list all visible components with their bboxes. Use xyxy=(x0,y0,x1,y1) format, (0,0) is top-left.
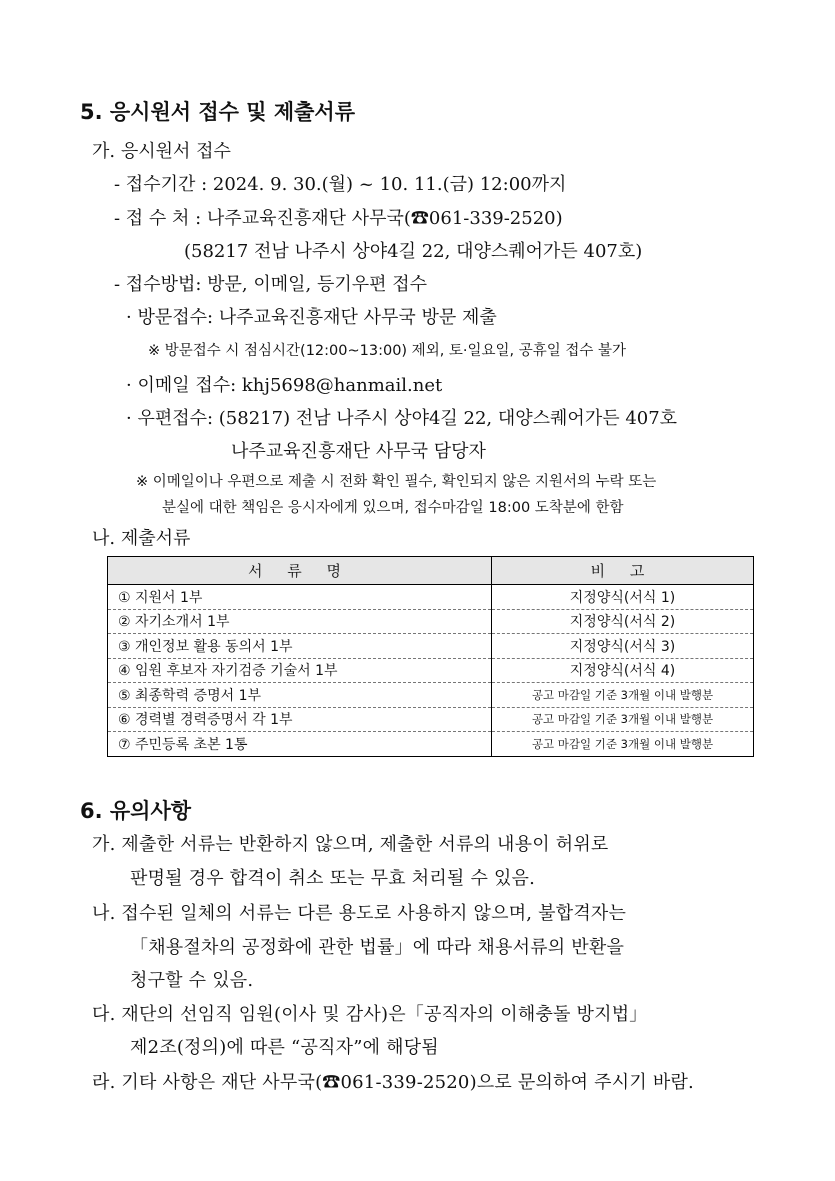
doc-name-cell: ⑤ 최종학력 증명서 1부 xyxy=(108,683,492,708)
caution-line-1: ※ 이메일이나 우편으로 제출 시 전화 확인 필수, 확인되지 않은 지원서의 누락 또는 xyxy=(136,474,657,490)
doc-name-cell: ⑦ 주민등록 초본 1통 xyxy=(108,732,492,757)
remark-cell: 지정양식(서식 4) xyxy=(492,658,754,683)
table-row xyxy=(108,609,754,634)
address-line: (58217 전남 나주시 상야4길 22, 대양스퀘어가든 407호) xyxy=(184,241,643,262)
table-row xyxy=(108,683,754,708)
table-row xyxy=(108,732,754,757)
visit-note: ※ 방문접수 시 점심시간(12:00~13:00) 제외, 토·일요일, 공휴일 접수 불가 xyxy=(148,343,627,359)
notice-b-line-3: 청구할 수 있음. xyxy=(130,970,254,991)
caution-line-2: 분실에 대한 책임은 응시자에게 있으며, 접수마감일 18:00 도착분에 한함 xyxy=(162,500,624,516)
remark-cell: 지정양식(서식 1) xyxy=(492,585,754,610)
notice-d-line-1: 라. 기타 사항은 재단 사무국(☎061-339-2520)으로 문의하여 주시기 바람. xyxy=(92,1072,694,1093)
section-6-title: 6. 유의사항 xyxy=(80,799,192,823)
notice-c-line-1: 다. 재단의 선임직 임원(이사 및 감사)은「공직자의 이해충돌 방지법」 xyxy=(92,1004,648,1025)
table-header-row xyxy=(108,557,754,585)
header-remarks: 비 고 xyxy=(492,557,754,585)
table-row xyxy=(108,707,754,732)
documents-table xyxy=(107,556,754,757)
subsection-a-title: 가. 응시원서 접수 xyxy=(92,141,231,162)
remark-cell: 지정양식(서식 3) xyxy=(492,634,754,659)
notice-b-line-1: 나. 접수된 일체의 서류는 다른 용도로 사용하지 않으며, 불합격자는 xyxy=(92,903,627,924)
remark-cell: 공고 마감일 기준 3개월 이내 발행분 xyxy=(492,683,754,708)
table-row xyxy=(108,585,754,610)
doc-name-cell: ⑥ 경력별 경력증명서 각 1부 xyxy=(108,707,492,732)
notice-c-line-2: 제2조(정의)에 따른 “공직자”에 해당됨 xyxy=(130,1037,439,1058)
notice-b-line-2: 「채용절차의 공정화에 관한 법률」에 따라 채용서류의 반환을 xyxy=(130,937,625,958)
subsection-b-title: 나. 제출서류 xyxy=(92,528,191,549)
email-line: · 이메일 접수: khj5698@hanmail.net xyxy=(126,375,443,396)
header-doc-name: 서 류 명 xyxy=(108,557,492,585)
table-row xyxy=(108,658,754,683)
visit-line: · 방문접수: 나주교육진흥재단 사무국 방문 제출 xyxy=(126,307,497,328)
place-line: - 접 수 처 : 나주교육진흥재단 사무국(☎061-339-2520) xyxy=(114,208,563,229)
doc-name-cell: ① 지원서 1부 xyxy=(108,585,492,610)
remark-cell: 지정양식(서식 2) xyxy=(492,609,754,634)
period-line: - 접수기간 : 2024. 9. 30.(월) ~ 10. 11.(금) 12:00까지 xyxy=(114,174,567,195)
method-line: - 접수방법: 방문, 이메일, 등기우편 접수 xyxy=(114,274,428,295)
table-row xyxy=(108,634,754,659)
notice-a-line-1: 가. 제출한 서류는 반환하지 않으며, 제출한 서류의 내용이 허위로 xyxy=(92,834,609,855)
notice-a-line-2: 판명될 경우 합격이 취소 또는 무효 처리될 수 있음. xyxy=(130,868,536,889)
remark-cell: 공고 마감일 기준 3개월 이내 발행분 xyxy=(492,732,754,757)
doc-name-cell: ④ 임원 후보자 자기검증 기술서 1부 xyxy=(108,658,492,683)
doc-name-cell: ③ 개인정보 활용 동의서 1부 xyxy=(108,634,492,659)
post-line-2: 나주교육진흥재단 사무국 담당자 xyxy=(231,441,486,462)
doc-name-cell: ② 자기소개서 1부 xyxy=(108,609,492,634)
section-5-title: 5. 응시원서 접수 및 제출서류 xyxy=(80,100,355,124)
remark-cell: 공고 마감일 기준 3개월 이내 발행분 xyxy=(492,707,754,732)
post-line: · 우편접수: (58217) 전남 나주시 상야4길 22, 대양스퀘어가든 407호 xyxy=(126,408,678,429)
